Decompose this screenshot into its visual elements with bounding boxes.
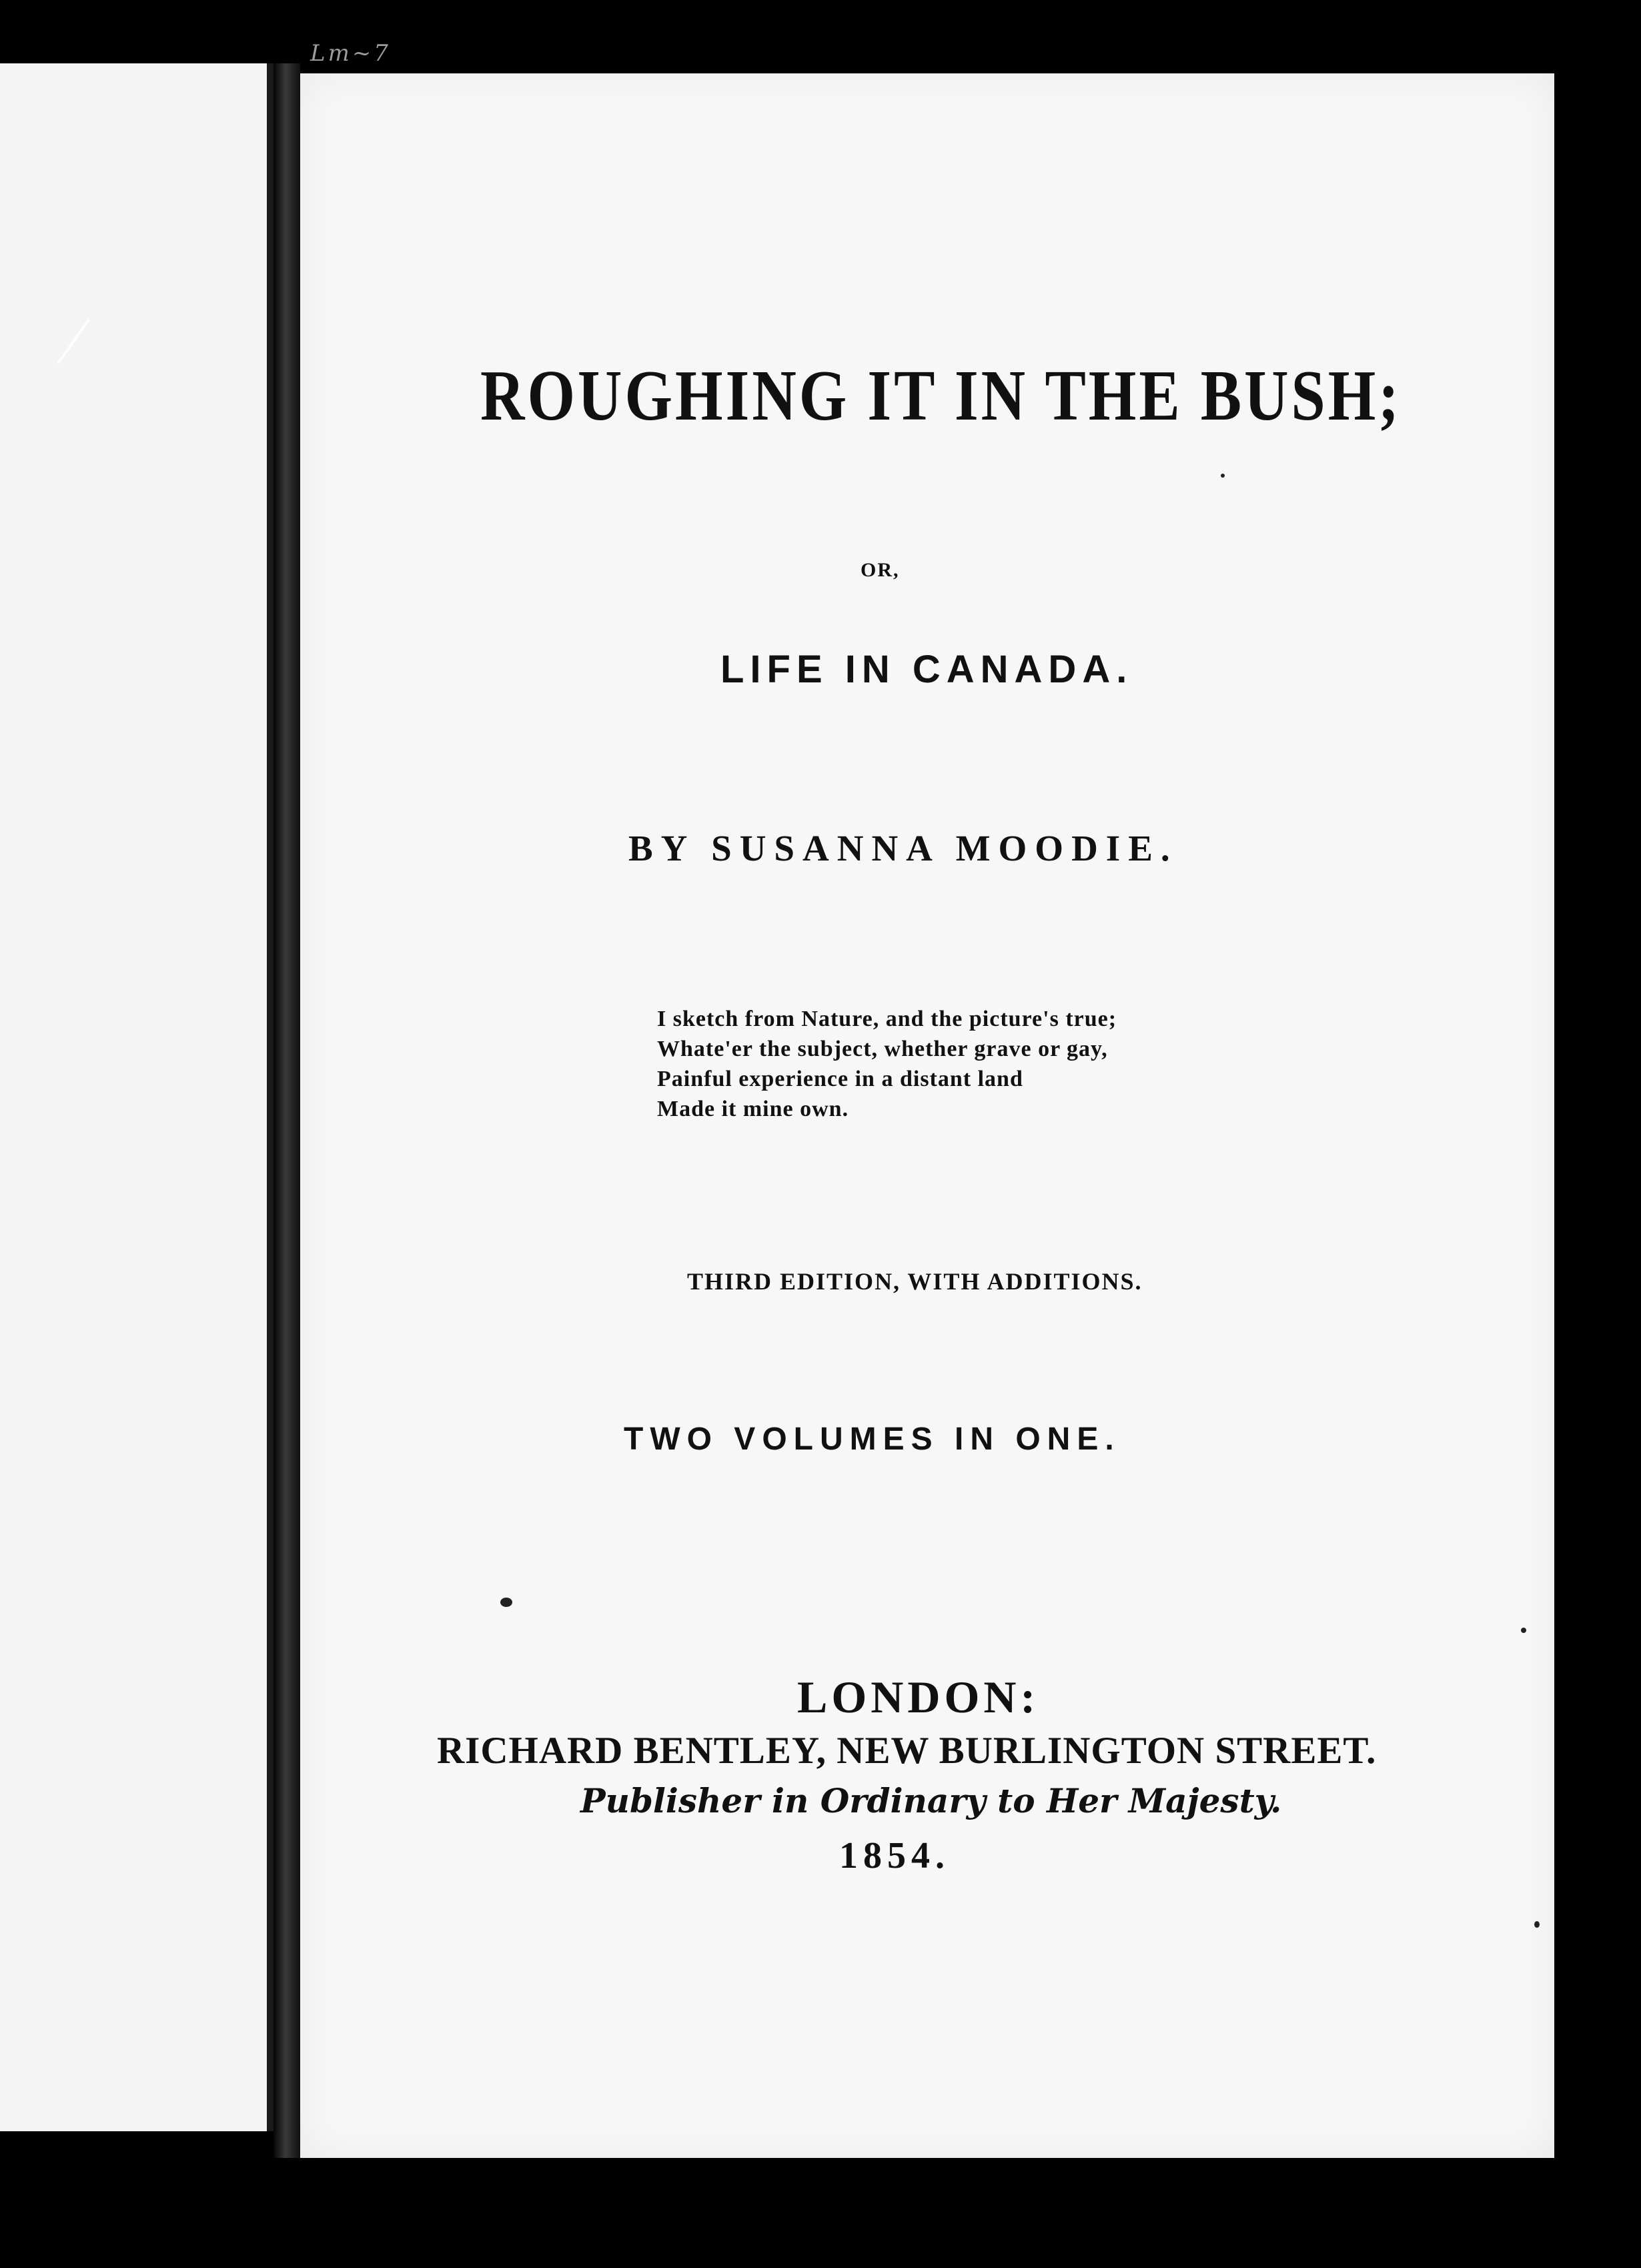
book-gutter bbox=[274, 63, 300, 2158]
epigraph-line: Painful experience in a distant land bbox=[657, 1067, 1023, 1091]
epigraph-line: Made it mine own. bbox=[657, 1097, 849, 1121]
imprint-publisher: RICHARD BENTLEY, NEW BURLINGTON STREET. bbox=[437, 1730, 1377, 1772]
edition-statement: THIRD EDITION, WITH ADDITIONS. bbox=[687, 1268, 1143, 1295]
author-line: BY SUSANNA MOODIE. bbox=[628, 828, 1178, 869]
epigraph-line: Whate'er the subject, whether grave or gay, bbox=[657, 1037, 1108, 1061]
ink-speck bbox=[500, 1598, 512, 1607]
pencil-shelf-mark: Lm~7 bbox=[310, 40, 391, 67]
title-page bbox=[300, 73, 1554, 2158]
ink-speck bbox=[1221, 474, 1225, 478]
ink-speck bbox=[1534, 1921, 1540, 1928]
volumes-statement: TWO VOLUMES IN ONE. bbox=[624, 1422, 1121, 1457]
epigraph-line: I sketch from Nature, and the picture's true; bbox=[657, 1007, 1117, 1031]
imprint-place: LONDON: bbox=[797, 1672, 1040, 1722]
book-title: ROUGHING IT IN THE BUSH; bbox=[480, 355, 1402, 436]
facing-blank-page bbox=[0, 63, 274, 2131]
epigraph bbox=[657, 1004, 1117, 1124]
imprint-publisher-role: Publisher in Ordinary to Her Majesty. bbox=[580, 1781, 1282, 1820]
title-conjunction: OR, bbox=[861, 559, 900, 581]
scan-artifact-stroke bbox=[57, 319, 89, 364]
imprint-year: 1854. bbox=[839, 1835, 950, 1876]
ink-speck bbox=[1521, 1628, 1526, 1633]
book-subtitle: LIFE IN CANADA. bbox=[720, 648, 1133, 691]
